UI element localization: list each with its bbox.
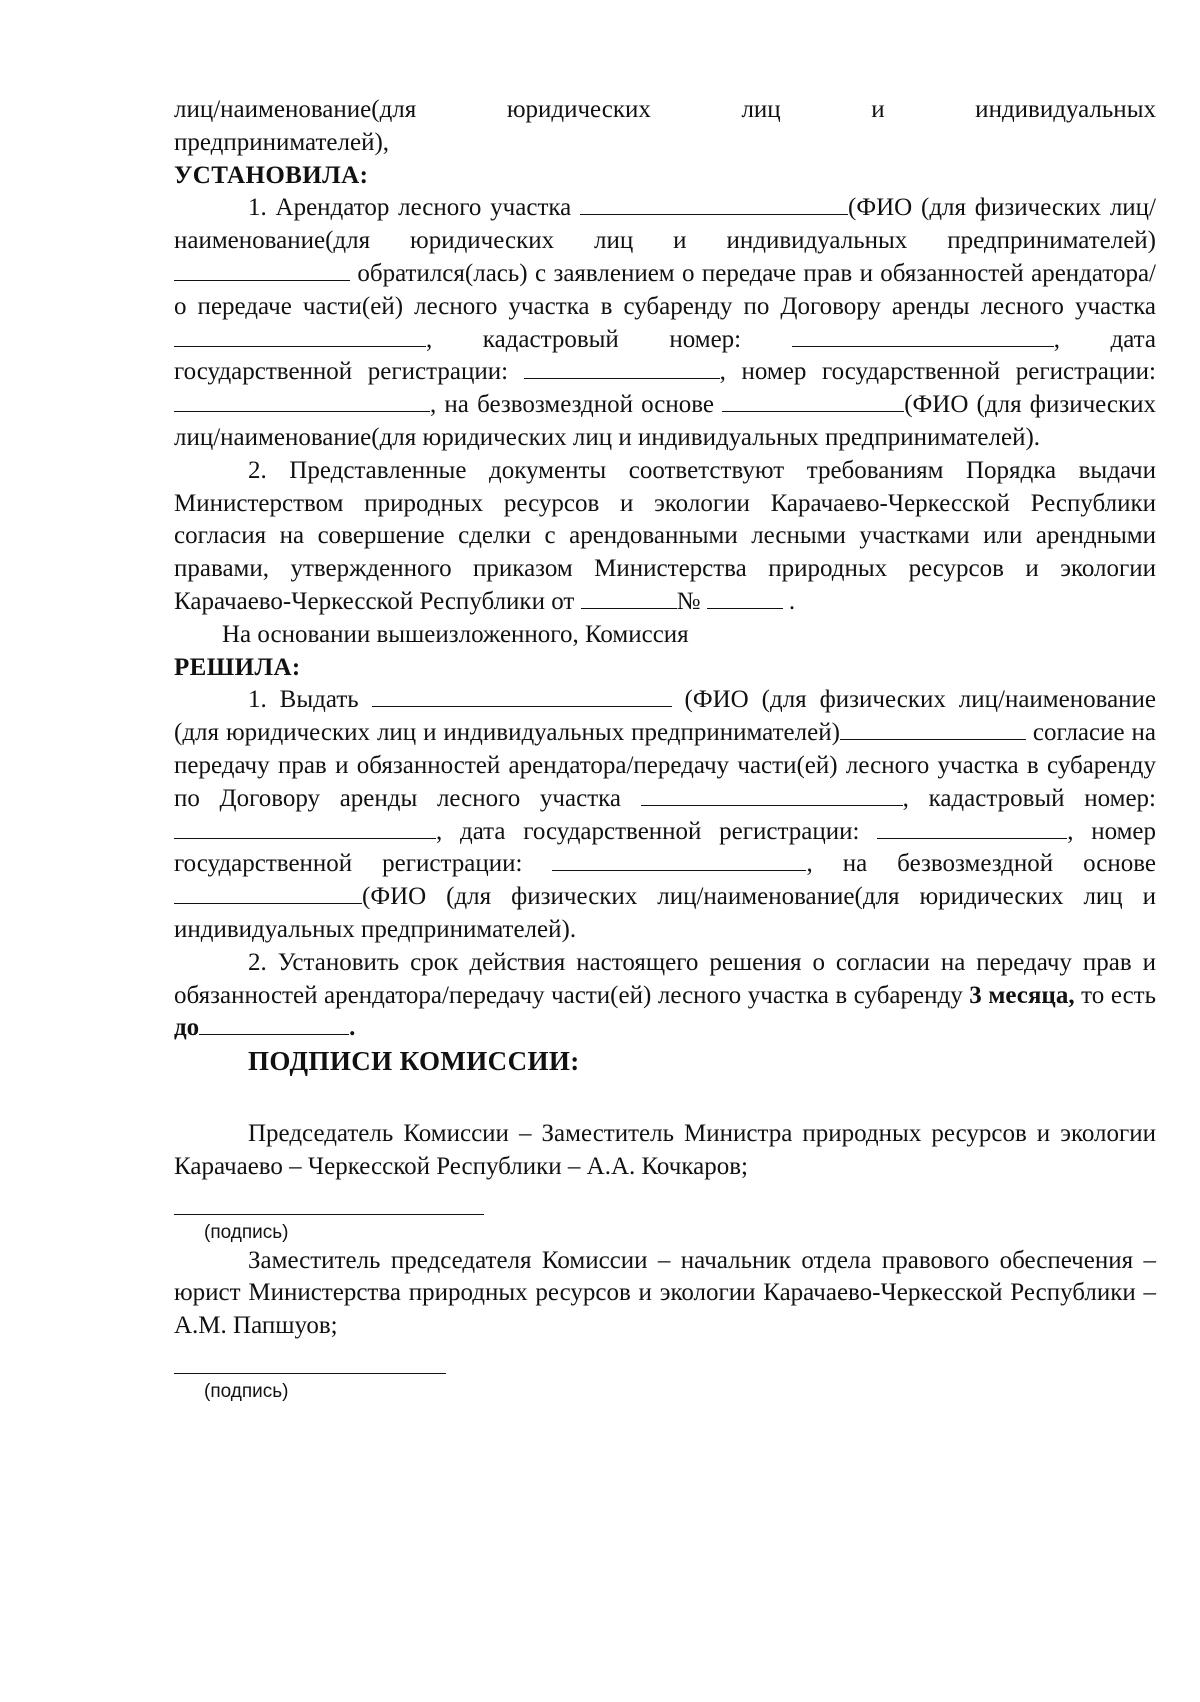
blank-registration-number[interactable]	[174, 391, 430, 412]
decided-item-2: 2. Установить срок действия настоящего решения о согласии на передачу прав и обязанностей арендатора/передачу части(ей) лесного участка в субаренду 3 месяца, то есть до .	[174, 948, 1156, 1042]
blank-decided-lease-agreement[interactable]	[641, 785, 903, 806]
blank-recipient-name[interactable]	[372, 686, 672, 707]
blank-lease-agreement[interactable]	[174, 326, 426, 347]
blank-order-number[interactable]	[707, 588, 783, 609]
deputy-signature-line[interactable]	[174, 1373, 446, 1374]
blank-registration-date[interactable]	[524, 358, 720, 379]
chairman-signature-line[interactable]	[174, 1214, 484, 1215]
signatures-heading: ПОДПИСИ КОМИССИИ:	[248, 1046, 580, 1077]
signature-caption: (подпись)	[204, 1380, 289, 1402]
intro-line-1: лиц/наименование(для юридических лиц и индивидуальных	[174, 96, 1156, 123]
established-item-1: 1. Арендатор лесного участка (ФИО (для физических лиц/наименование(для юридических лиц и индивидуальных предпринимателей) обратился(лась) с заявлением о передаче прав и обязанностей арендатора/о передаче части(ей) лесного участка в субаренду по Договору аренды лесного участка , кадастровый номер: , дата государственной регистрации: , номер государственной регистрации: , на безвозмездной основе (ФИО (для физических лиц/наименование(для юридических лиц и индивидуальных предпринимателей).	[174, 194, 1156, 451]
blank-decided-registration-date[interactable]	[877, 818, 1067, 839]
established-heading: УСТАНОВИЛА:	[174, 161, 369, 189]
blank-decided-cadastral-number[interactable]	[174, 818, 436, 839]
basis-line: На основании вышеизложенного, Комиссия	[222, 620, 689, 648]
decided-item-1: 1. Выдать (ФИО (для физических лиц/наименование (для юридических лиц и индивидуальных предпринимателей) согласие на передачу прав и обязанностей арендатора/передачу части(ей) лесного участка в субаренду по Договору аренды лесного участка , кадастровый номер: , дата государственной регистрации: , номер государственной регистрации: , на безвозмездной основе (ФИО (для физических лиц/наименование(для юридических лиц и индивидуальных предпринимателей).	[174, 686, 1157, 943]
blank-tenant-suffix[interactable]	[174, 260, 350, 281]
blank-recipient-suffix[interactable]	[840, 719, 1026, 740]
blank-order-date[interactable]	[581, 588, 677, 609]
blank-transferee-name[interactable]	[722, 391, 904, 412]
signature-caption: (подпись)	[204, 1221, 289, 1243]
intro-line-2: предпринимателей),	[174, 128, 390, 156]
blank-cadastral-number[interactable]	[792, 326, 1054, 347]
blank-valid-until[interactable]	[199, 1014, 349, 1035]
established-item-2: 2. Представленные документы соответствуют требованиям Порядка выдачи Министерством природных ресурсов и экологии Карачаево-Черкесской Республики согласия на совершение сделки с арендованными лесными участками или арендными правами, утвержденного приказом Министерства природных ресурсов и экологии Карачаево-Черкесской Республики от № .	[174, 456, 1156, 615]
blank-decided-transferee-name[interactable]	[174, 883, 362, 904]
deputy-line: Заместитель председателя Комиссии – начальник отдела правового обеспечения – юрист Министерства природных ресурсов и экологии Карачаево-Черкесской Республики – А.М. Папшуов;	[174, 1246, 1156, 1340]
decided-heading: РЕШИЛА:	[174, 653, 301, 681]
document-page	[174, 94, 1156, 1404]
chairman-line: Председатель Комиссии – Заместитель Министра природных ресурсов и экологии Карачаево – Черкесской Республики – А.А. Кочкаров;	[174, 1119, 1156, 1180]
blank-tenant-name[interactable]	[580, 194, 848, 215]
blank-decided-registration-number[interactable]	[552, 850, 806, 871]
